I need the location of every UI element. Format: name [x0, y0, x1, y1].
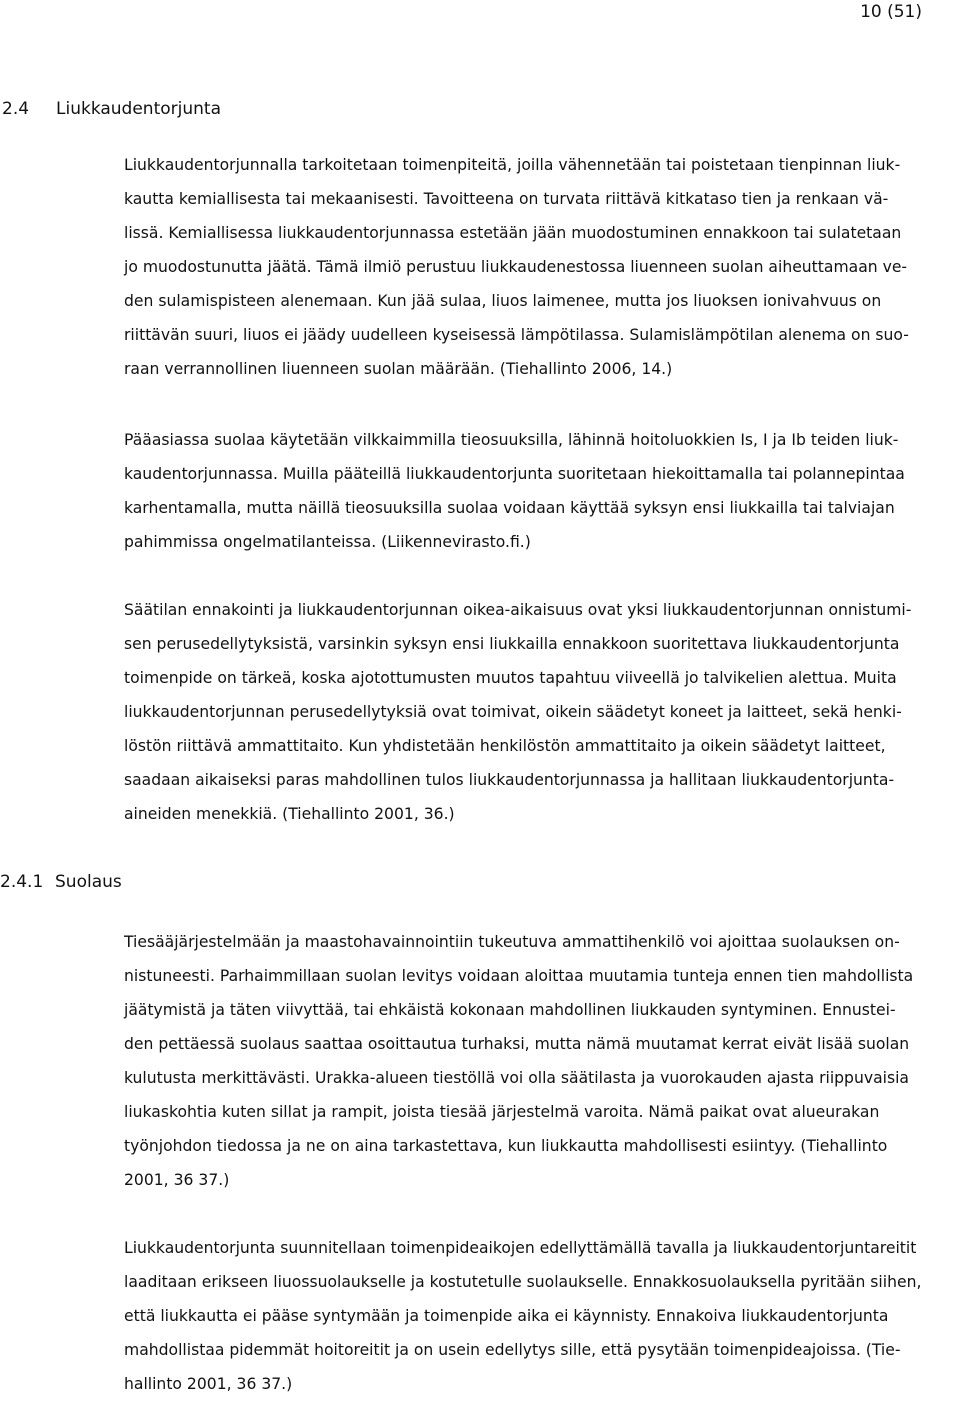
text-line: toimenpide on tärkeä, koska ajotottumusten muutos tapahtuu viiveellä jo talvikelien alettua. Muita	[124, 669, 897, 687]
text-line: kulutusta merkittävästi. Urakka-alueen tiestöllä voi olla säätilasta ja vuorokauden ajasta riippuvaisia	[124, 1069, 909, 1087]
section-number: 2.4.1	[0, 872, 44, 892]
paragraph-2	[124, 423, 960, 559]
text-line: löstön riittävä ammattitaito. Kun yhdistetään henkilöstön ammattitaito ja oikein säädetyt laitteet,	[124, 737, 886, 755]
text-line: nistuneesti. Parhaimmillaan suolan levitys voidaan aloittaa muutamia tunteja ennen tien mahdollista	[124, 967, 914, 985]
paragraph-1	[124, 148, 960, 386]
text-line: aineiden menekkiä. (Tiehallinto 2001, 36.)	[124, 805, 455, 823]
text-line: Tiesääjärjestelmään ja maastohavainnointiin tukeutuva ammattihenkilö voi ajoittaa suolauksen on-	[124, 933, 900, 951]
text-line: karhentamalla, mutta näillä tieosuuksilla suolaa voidaan käyttää syksyn ensi liukkailla tai talviajan	[124, 499, 895, 517]
text-line: työnjohdon tiedossa ja ne on aina tarkastettava, kun liukkautta mahdollisesti esiintyy. (Tiehallinto	[124, 1137, 888, 1155]
section-heading-2-4-1	[0, 872, 122, 892]
text-line: sen perusedellytyksistä, varsinkin syksyn ensi liukkailla ennakkoon suoritettava liukkaudentorjunta	[124, 635, 900, 653]
text-line: lissä. Kemiallisessa liukkaudentorjunnassa estetään jään muodostuminen ennakkoon tai sulatetaan	[124, 224, 902, 242]
text-line: laaditaan erikseen liuossuolaukselle ja kostutetulle suolaukselle. Ennakkosuolauksella pyritään siihen,	[124, 1273, 922, 1291]
text-line: pahimmissa ongelmatilanteissa. (Liikennevirasto.fi.)	[124, 533, 531, 551]
text-line: liukkaudentorjunnan perusedellytyksiä ovat toimivat, oikein säädetyt koneet ja laitteet, sekä henki-	[124, 703, 902, 721]
section-title: Liukkaudentorjunta	[56, 99, 221, 119]
text-line: Säätilan ennakointi ja liukkaudentorjunnan oikea-aikaisuus ovat yksi liukkaudentorjunnan onnistumi-	[124, 601, 912, 619]
text-line: jo muodostunutta jäätä. Tämä ilmiö perustuu liukkaudenestossa liuenneen suolan aiheuttamaan ve-	[124, 258, 908, 276]
text-line: den pettäessä suolaus saattaa osoittautua turhaksi, mutta nämä muutamat kerrat eivät lisää suolan	[124, 1035, 910, 1053]
text-line: Liukkaudentorjunnalla tarkoitetaan toimenpiteitä, joilla vähennetään tai poistetaan tienpinnan liuk-	[124, 156, 901, 174]
section-number: 2.4	[2, 99, 30, 119]
text-line: mahdollistaa pidemmät hoitoreitit ja on usein edellytys sille, että pysytään toimenpideajoissa. (Tie-	[124, 1341, 901, 1359]
section-title: Suolaus	[55, 872, 122, 892]
text-line: Liukkaudentorjunta suunnitellaan toimenpideaikojen edellyttämällä tavalla ja liukkaudentorjuntareitit	[124, 1239, 917, 1257]
page-number: 10 (51)	[860, 2, 922, 22]
text-line: että liukkautta ei pääse syntymään ja toimenpide aika ei käynnisty. Ennakoiva liukkaudentorjunta	[124, 1307, 889, 1325]
text-line: raan verrannollinen liuenneen suolan määrään. (Tiehallinto 2006, 14.)	[124, 360, 673, 378]
text-line: hallinto 2001, 36 37.)	[124, 1375, 293, 1393]
text-line: den sulamispisteen alenemaan. Kun jää sulaa, liuos laimenee, mutta jos liuoksen ionivahvuus on	[124, 292, 882, 310]
text-line: liukaskohtia kuten sillat ja rampit, joista tiesää järjestelmä varoita. Nämä paikat ovat alueurakan	[124, 1103, 880, 1121]
paragraph-4	[124, 925, 960, 1197]
paragraph-3	[124, 593, 960, 831]
text-line: jäätymistä ja täten viivyttää, tai ehkäistä kokonaan mahdollinen liukkauden syntyminen. Ennustei-	[124, 1001, 896, 1019]
section-heading-2-4	[2, 99, 221, 119]
text-line: 2001, 36 37.)	[124, 1171, 230, 1189]
text-line: Pääasiassa suolaa käytetään vilkkaimmilla tieosuuksilla, lähinnä hoitoluokkien Is, I ja Ib teiden liuk-	[124, 431, 899, 449]
text-line: kautta kemiallisesta tai mekaanisesti. Tavoitteena on turvata riittävä kitkataso tien ja renkaan vä-	[124, 190, 889, 208]
paragraph-5	[124, 1231, 960, 1401]
text-line: riittävän suuri, liuos ei jäädy uudelleen kyseisessä lämpötilassa. Sulamislämpötilan alenema on suo-	[124, 326, 909, 344]
text-line: kaudentorjunnassa. Muilla pääteillä liukkaudentorjunta suoritetaan hiekoittamalla tai polannepintaa	[124, 465, 905, 483]
text-line: saadaan aikaiseksi paras mahdollinen tulos liukkaudentorjunnassa ja hallitaan liukkaudentorjunta-	[124, 771, 895, 789]
